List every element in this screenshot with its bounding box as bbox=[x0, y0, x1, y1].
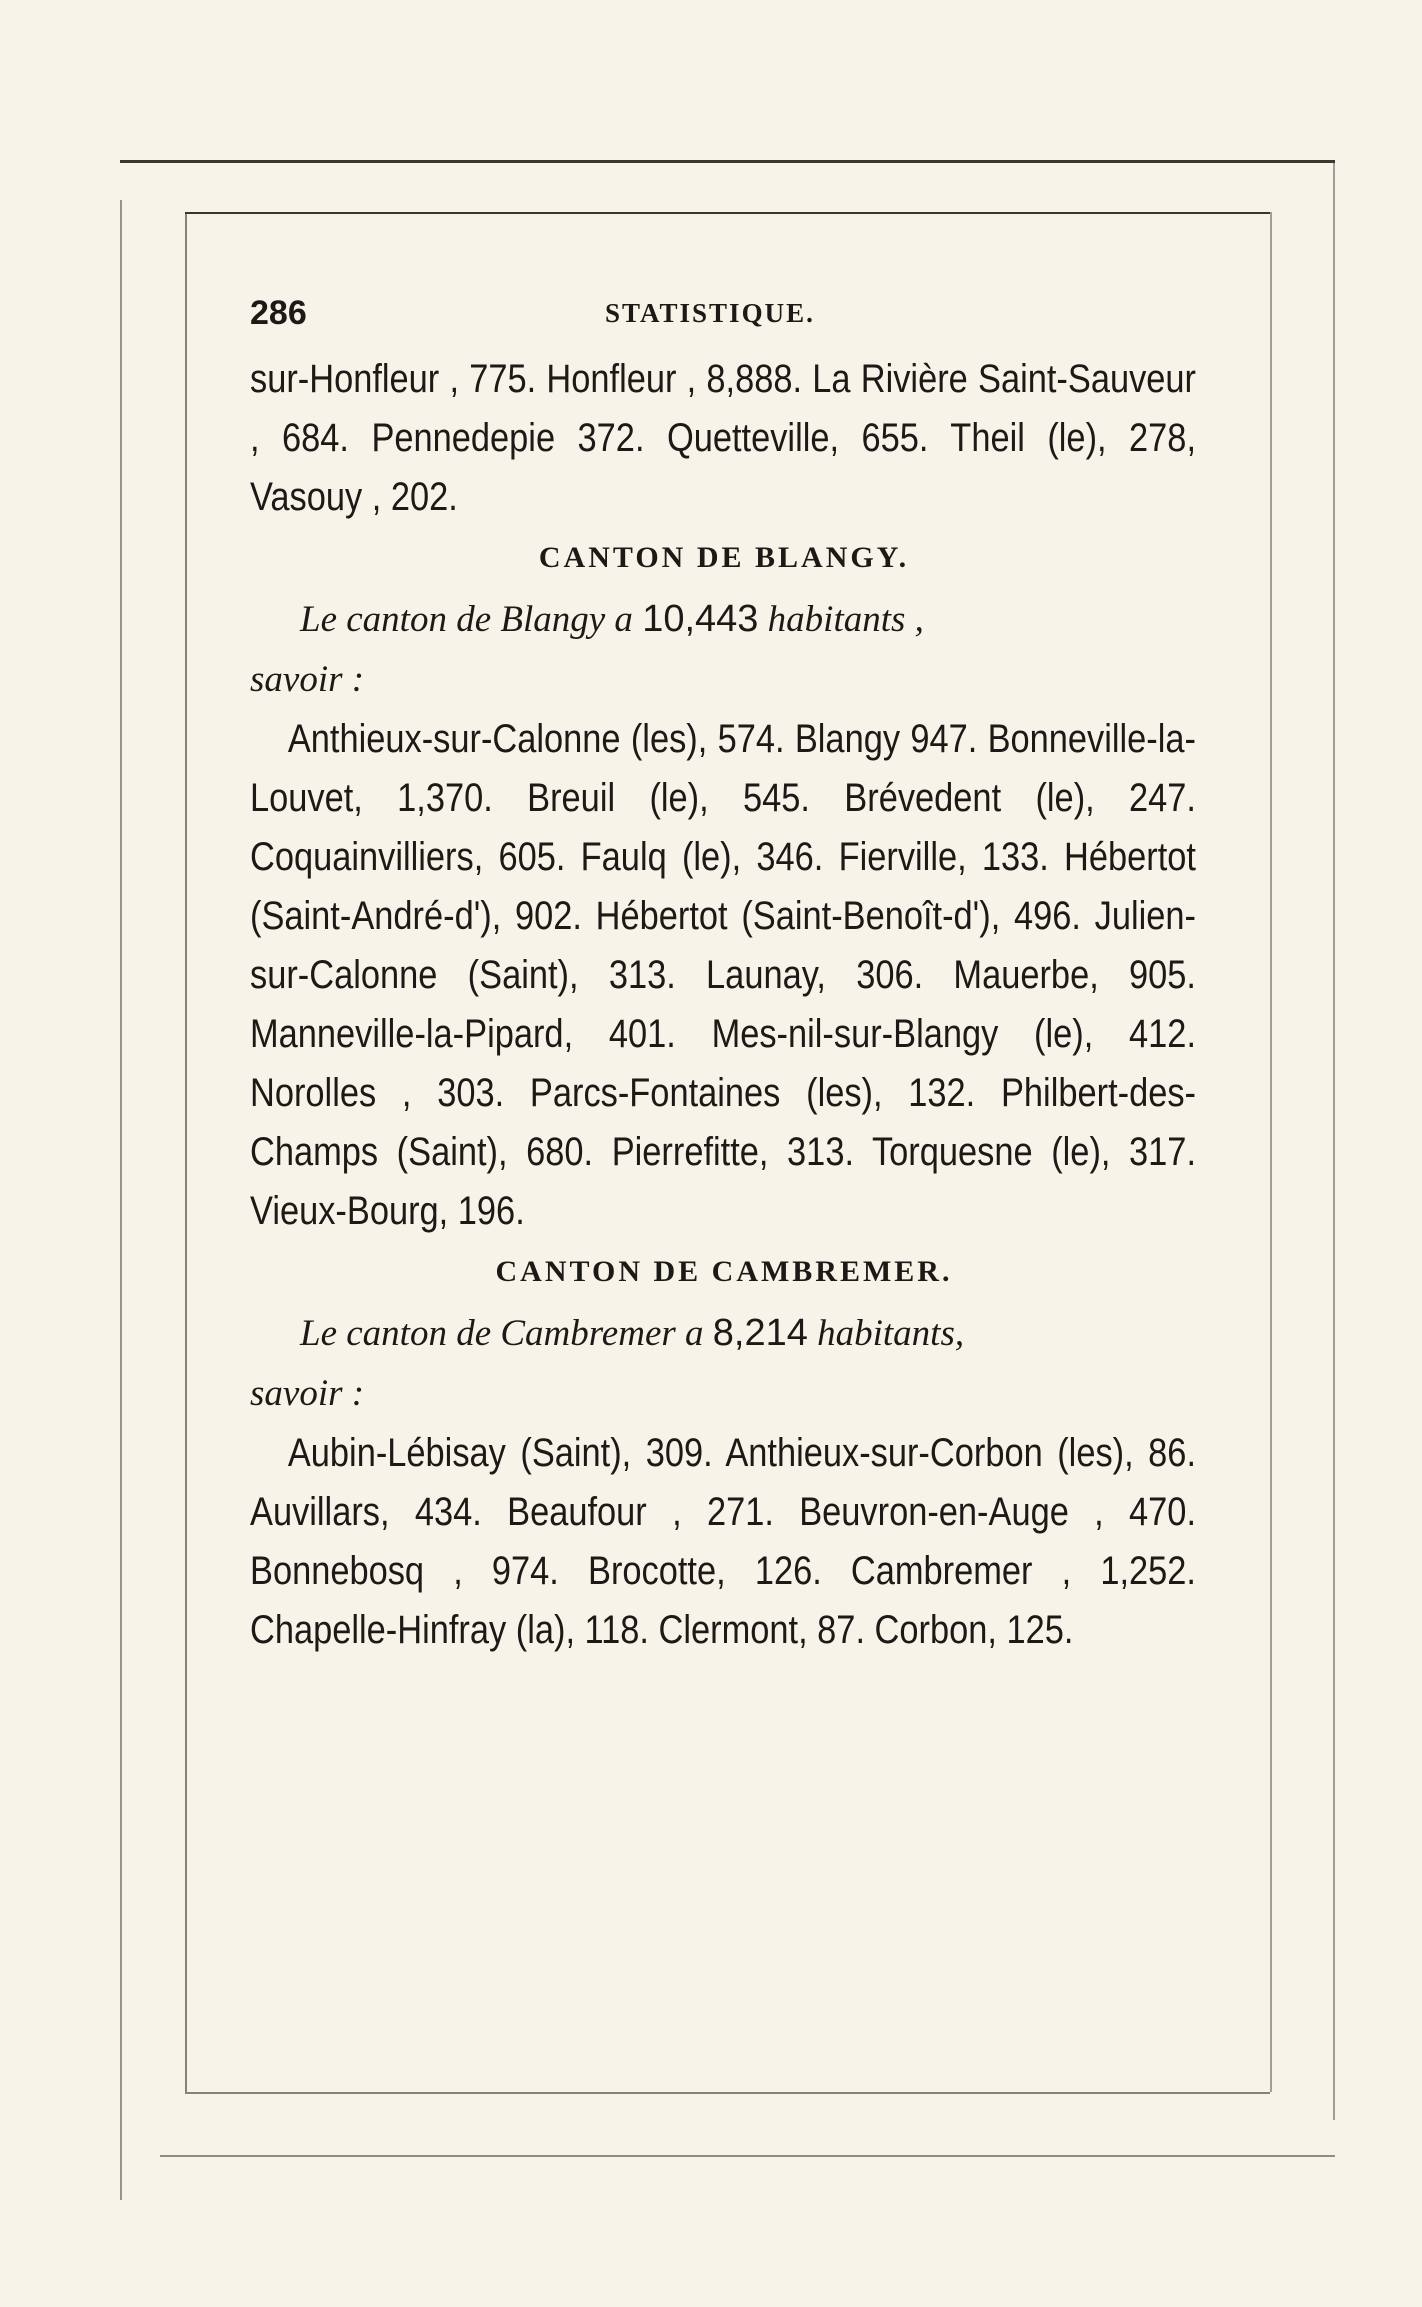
section-body-cambremer: Aubin-Lébisay (Saint), 309. Anthieux-sur-Corbon (les), 86. Auvillars, 434. Beaufour , 271. Beuvron-en-Auge , 470. Bonnebosq , 974. Brocotte, 126. Cambremer , 1,252. Chapelle-Hinfray (la), 118. Clermont, 87. Corbon, 125. bbox=[250, 1431, 1197, 1652]
bottom-inner-rule bbox=[185, 2092, 1270, 2094]
section-intro-blangy bbox=[250, 589, 1198, 650]
right-outer-rule bbox=[1333, 160, 1335, 2120]
section-intro-line2-cambremer bbox=[250, 1364, 1198, 1424]
left-inner-rule bbox=[185, 212, 187, 2092]
top-outer-rule bbox=[120, 160, 1335, 163]
top-inner-rule bbox=[185, 212, 1270, 214]
intro-prefix: Le canton de Cambremer a bbox=[300, 1313, 704, 1354]
page-number: 286 bbox=[250, 294, 307, 332]
intro-prefix: Le canton de Blangy a bbox=[300, 599, 633, 640]
book-page bbox=[250, 290, 1198, 1660]
page-header bbox=[250, 290, 1198, 336]
intro-savoir: savoir : bbox=[250, 659, 365, 700]
continued-paragraph: sur-Honfleur , 775. Honfleur , 8,888. La Rivière Saint-Sauveur , 684. Pennedepie 372. Quetteville, 655. Theil (le), 278, Vasouy , 202. bbox=[250, 357, 1196, 519]
intro-suffix: habitants , bbox=[767, 599, 924, 640]
section-body-blangy: Anthieux-sur-Calonne (les), 574. Blangy 947. Bonneville-la-Louvet, 1,370. Breuil (le), 545. Brévedent (le), 247. Coquainvilliers, 605. Faulq (le), 346. Fierville, 133. Hébertot (Saint-André-d'), 902. Hébertot (Saint-Benoît-d'), 496. Julien-sur-Calonne (Saint), 313. Launay, 306. Mauerbe, 905. Manneville-la-Pipard, 401. Mes-nil-sur-Blangy (le), 412. Norolles , 303. Parcs-Fontaines (les), 132. Philbert-des-Champs (Saint), 680. Pierrefitte, 313. Torquesne (le), 317. Vieux-Bourg, 196. bbox=[250, 717, 1197, 1233]
intro-number: 10,443 bbox=[642, 598, 759, 640]
intro-suffix: habitants, bbox=[817, 1313, 965, 1354]
running-title: STATISTIQUE. bbox=[605, 298, 815, 328]
right-inner-rule bbox=[1270, 212, 1272, 2092]
intro-savoir: savoir : bbox=[250, 1373, 365, 1414]
section-heading-cambremer: CANTON DE CAMBREMER. bbox=[495, 1255, 953, 1288]
section-heading-blangy: CANTON DE BLANGY. bbox=[538, 541, 910, 574]
intro-number: 8,214 bbox=[712, 1312, 808, 1354]
bottom-outer-rule bbox=[160, 2155, 1335, 2157]
left-outer-rule bbox=[120, 200, 122, 2200]
section-intro-line2-blangy bbox=[250, 650, 1198, 710]
section-intro-cambremer bbox=[250, 1303, 1198, 1364]
